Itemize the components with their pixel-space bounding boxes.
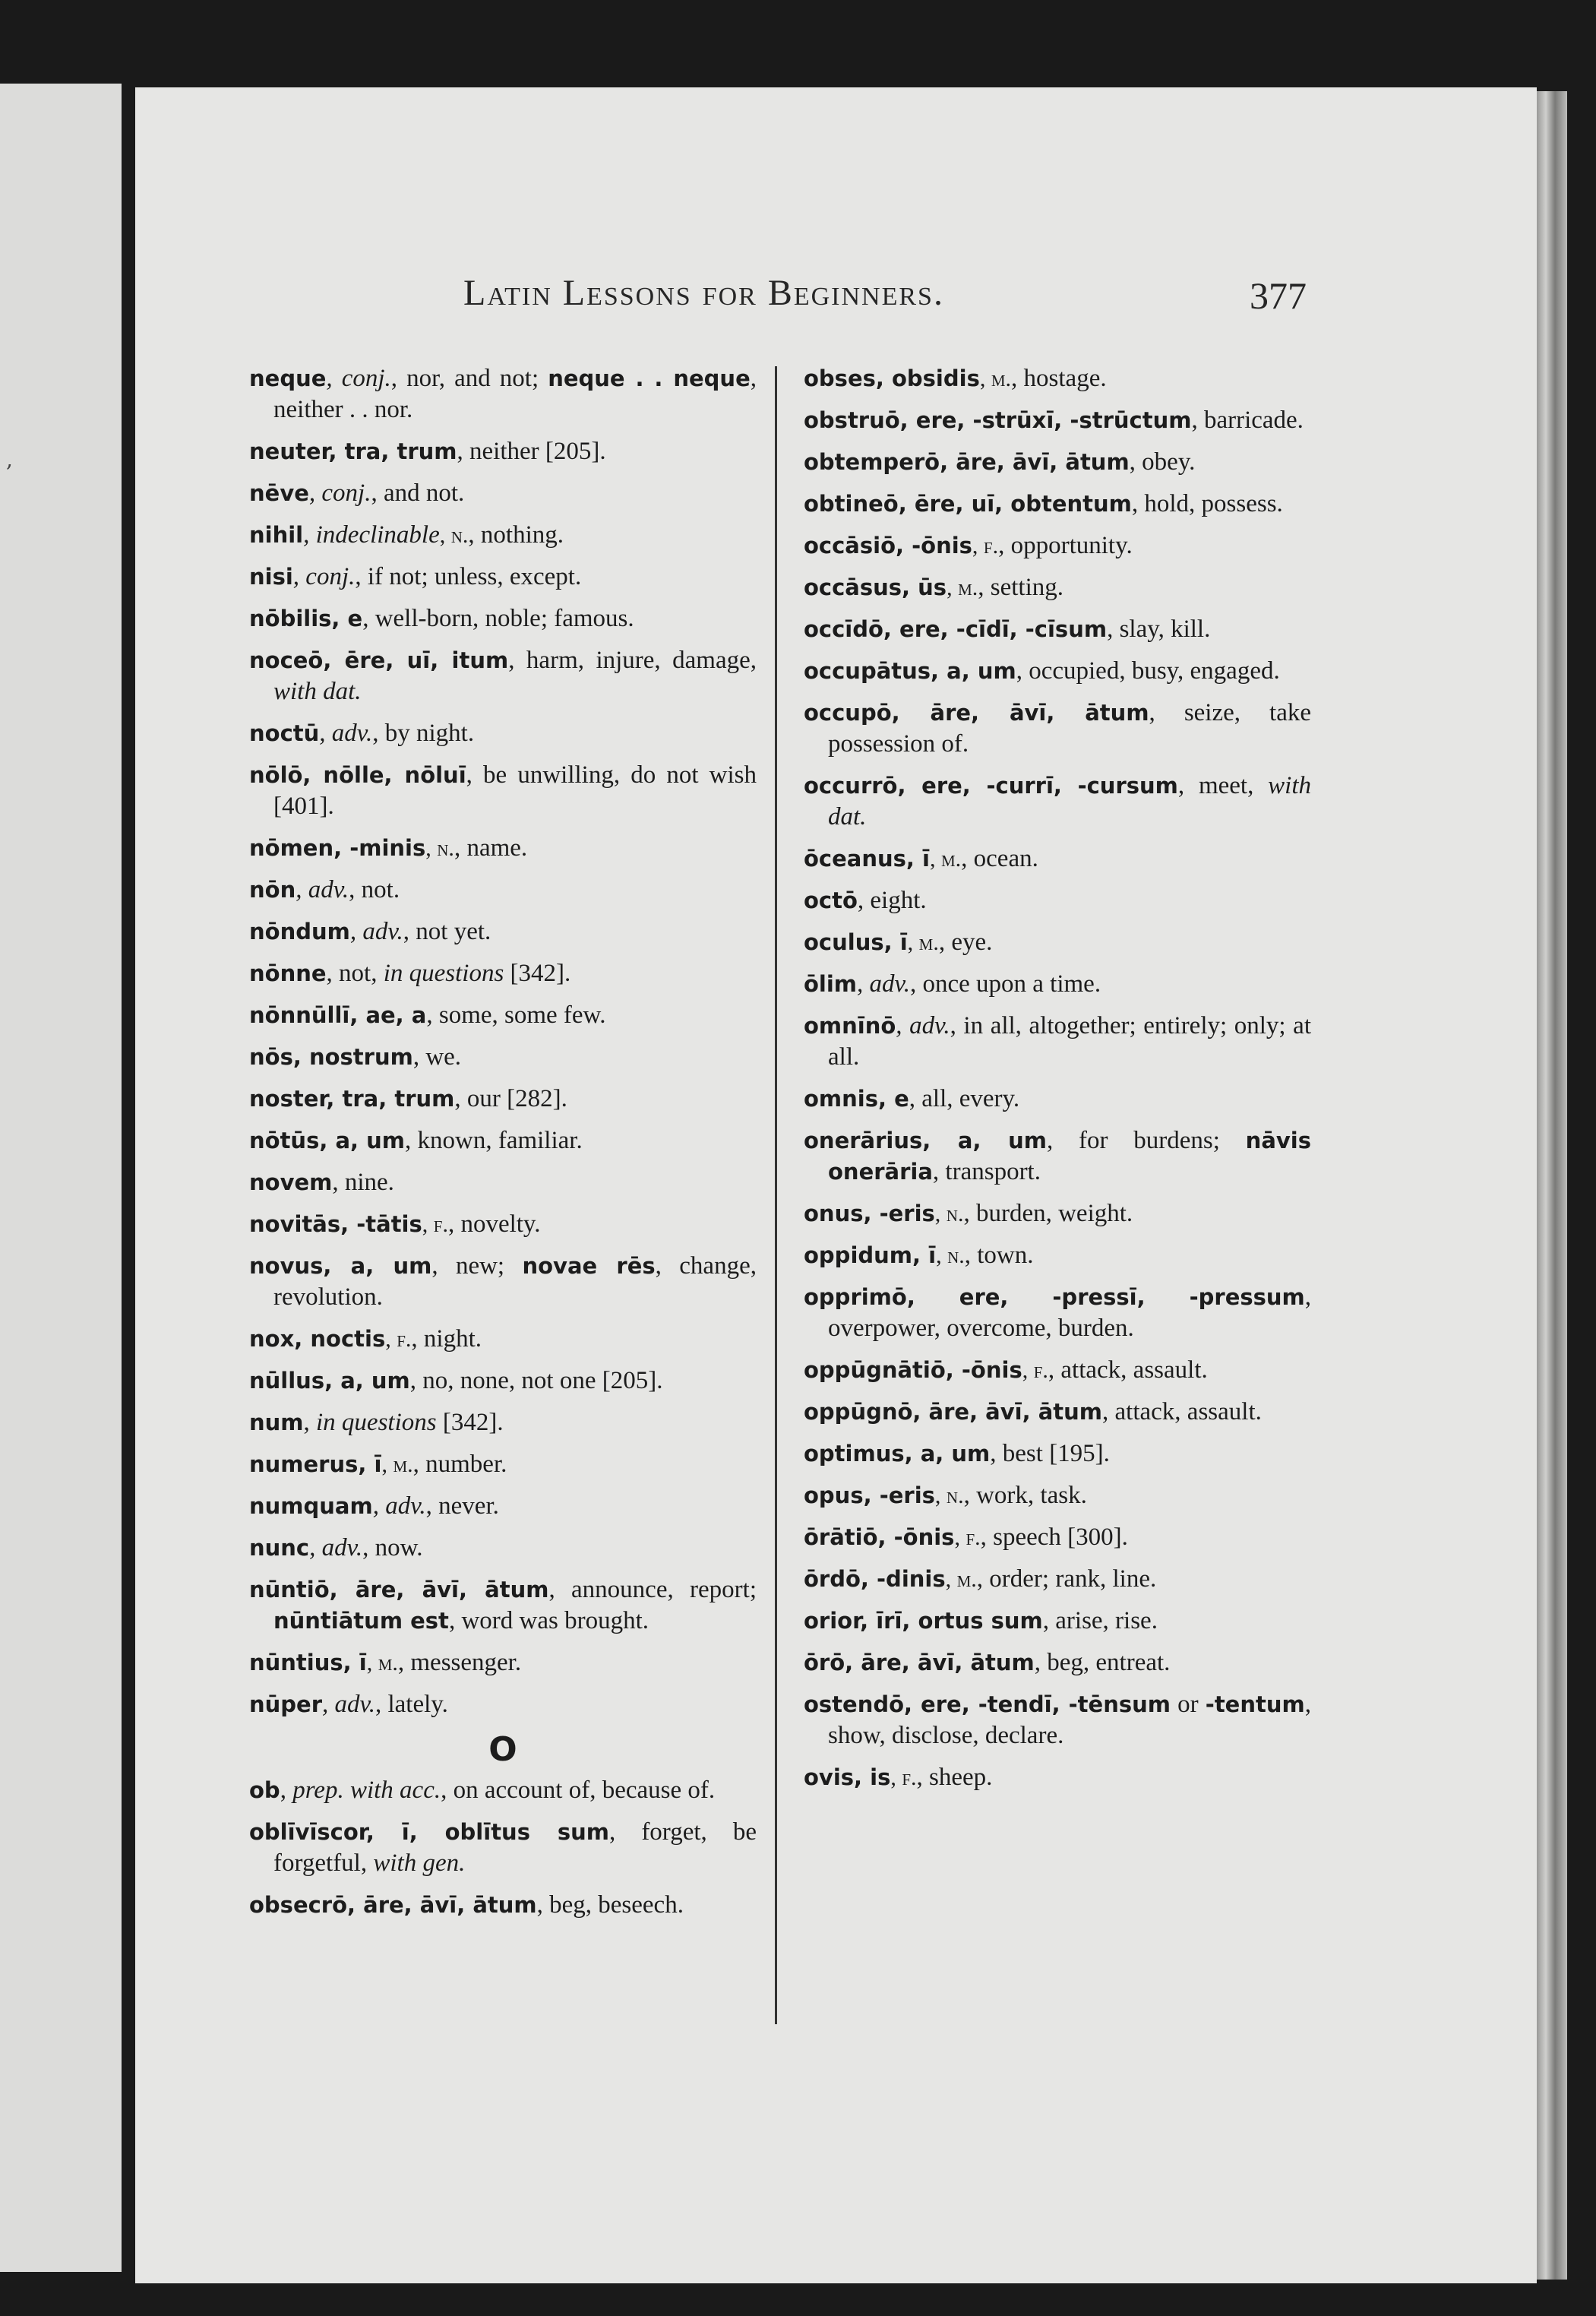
glossary-entry bbox=[249, 1533, 757, 1564]
glossary-entry bbox=[804, 1762, 1311, 1793]
definition-text: , messenger. bbox=[397, 1649, 522, 1676]
glossary-entry bbox=[249, 1042, 757, 1073]
definition-text: , our [282]. bbox=[454, 1085, 567, 1112]
definition-text: , we. bbox=[412, 1043, 462, 1071]
definition-text: , setting. bbox=[978, 574, 1063, 601]
definition-text: , best [195]. bbox=[990, 1440, 1110, 1467]
headword: ob bbox=[249, 1777, 280, 1803]
headword: occupātus, a, um bbox=[804, 658, 1016, 684]
definition-text: , never. bbox=[425, 1492, 499, 1520]
headword: occāsus, ūs bbox=[804, 574, 947, 600]
glossary-entry bbox=[249, 1775, 757, 1806]
glossary-entry bbox=[249, 1000, 757, 1031]
definition-text: , bbox=[280, 1777, 293, 1804]
glossary-entry bbox=[249, 1890, 757, 1921]
definition-text: , number. bbox=[412, 1451, 507, 1478]
glossary-entry bbox=[804, 656, 1311, 687]
glossary-entry bbox=[804, 1438, 1311, 1470]
definition-text: , announce, report; bbox=[548, 1576, 757, 1603]
headword: nōnnūllī, ae, a bbox=[249, 1002, 427, 1028]
definition-text: , some, some few. bbox=[426, 1001, 606, 1029]
headword: obsecrō, āre, āvī, ātum bbox=[249, 1892, 537, 1918]
glossary-entry bbox=[249, 875, 757, 906]
glossary-entry bbox=[249, 1491, 757, 1522]
grammar-note: , adv. bbox=[857, 970, 910, 998]
definition-text: , eye. bbox=[938, 929, 993, 956]
glossary-entry bbox=[804, 489, 1311, 520]
definition-text: , well-born, noble; famous. bbox=[362, 605, 634, 632]
definition-text: , harm, injure, damage, bbox=[508, 647, 757, 674]
glossary-entry bbox=[804, 530, 1311, 562]
headword: nūllus, a, um bbox=[249, 1368, 410, 1394]
glossary-entry bbox=[249, 562, 757, 593]
definition-text: , word was brought. bbox=[448, 1607, 649, 1634]
glossary-entry bbox=[804, 447, 1311, 478]
gender-marker: , m. bbox=[907, 930, 939, 955]
glossary-entry bbox=[249, 958, 757, 989]
grammar-note: with gen. bbox=[373, 1849, 466, 1877]
headword: occīdō, ere, -cīdī, -cīsum bbox=[804, 616, 1108, 642]
headword: obtemperō, āre, āvī, ātum bbox=[804, 449, 1130, 475]
headword: novem bbox=[249, 1169, 333, 1195]
headword: ōceanus, ī bbox=[804, 846, 930, 872]
definition-text: , be unwilling, do not wish [401]. bbox=[273, 761, 757, 820]
definition-text: , lately. bbox=[375, 1691, 448, 1718]
headword: oppidum, ī bbox=[804, 1242, 937, 1268]
glossary-entry bbox=[249, 603, 757, 634]
grammar-note: , conj. bbox=[308, 479, 371, 507]
definition-text: , nine. bbox=[332, 1169, 394, 1196]
headword: opprimō, ere, -pressī, -pressum bbox=[804, 1284, 1305, 1310]
definition-text: , bbox=[303, 1409, 317, 1436]
headword: nox, noctis bbox=[249, 1326, 386, 1352]
headword: oblīvīscor, ī, oblītus sum bbox=[249, 1819, 609, 1845]
headword: oppūgnātiō, -ōnis bbox=[804, 1357, 1022, 1383]
definition-text: , name. bbox=[454, 834, 528, 862]
definition-text: , occupied, busy, engaged. bbox=[1016, 657, 1280, 685]
glossary-entry bbox=[804, 1282, 1311, 1344]
glossary-entry bbox=[804, 969, 1311, 1000]
definition-text: , ocean. bbox=[961, 845, 1038, 872]
grammar-note: , adv. bbox=[372, 1492, 426, 1520]
headword: ōlim bbox=[804, 971, 858, 997]
headword: oppūgnō, āre, āvī, ātum bbox=[804, 1399, 1103, 1425]
definition-text: , neither . . nor. bbox=[273, 365, 757, 423]
headword: noctū bbox=[249, 720, 320, 746]
glossary-entry bbox=[249, 1365, 757, 1397]
definition-text: , attack, assault. bbox=[1048, 1356, 1208, 1384]
glossary-entry bbox=[804, 1397, 1311, 1428]
definition-text: , seize, take possession of. bbox=[828, 699, 1312, 758]
glossary-entry bbox=[249, 760, 757, 822]
headword: omnīnō bbox=[804, 1013, 896, 1039]
grammar-note: , indeclinable bbox=[303, 521, 440, 549]
definition-text: , nor, and not; bbox=[390, 365, 548, 392]
glossary-entry bbox=[804, 1522, 1311, 1553]
headword: ōrātiō, -ōnis bbox=[804, 1524, 955, 1550]
glossary-entry bbox=[804, 1689, 1311, 1751]
glossary-entry bbox=[249, 1251, 757, 1313]
headword: ōrdō, -dinis bbox=[804, 1566, 946, 1592]
gender-marker: , m. bbox=[979, 366, 1012, 391]
definition-text: , obey. bbox=[1129, 448, 1196, 476]
glossary-entry bbox=[804, 1355, 1311, 1386]
glossary-entry bbox=[249, 363, 757, 426]
glossary-entry bbox=[804, 1480, 1311, 1511]
grammar-note: , adv. bbox=[349, 918, 403, 945]
headword: optimus, a, um bbox=[804, 1441, 991, 1466]
definition-text: , neither [205]. bbox=[457, 438, 606, 465]
glossary-entry bbox=[804, 363, 1311, 394]
running-header bbox=[463, 272, 1307, 325]
headword: nōndum bbox=[249, 919, 350, 944]
phrase-headword: nūntiātum est bbox=[273, 1608, 449, 1634]
glossary-entry bbox=[249, 1125, 757, 1156]
headword: noceō, ēre, uī, itum bbox=[249, 647, 509, 673]
headword: nōmen, -minis bbox=[249, 835, 426, 861]
headword: neuter, tra, trum bbox=[249, 438, 457, 464]
definition-text: , sheep. bbox=[916, 1764, 993, 1791]
gender-marker: , f. bbox=[385, 1327, 412, 1352]
headword: num bbox=[249, 1410, 304, 1435]
headword: neque bbox=[249, 365, 327, 391]
gender-marker: , n. bbox=[934, 1483, 964, 1508]
headword: occāsiō, -ōnis bbox=[804, 533, 972, 558]
glossary-entry bbox=[249, 478, 757, 509]
gender-marker: , n. bbox=[934, 1201, 964, 1226]
glossary-entry bbox=[804, 1240, 1311, 1271]
definition-text: , barricade. bbox=[1191, 407, 1304, 434]
page-number: 377 bbox=[1250, 274, 1307, 317]
definition-text: , slay, kill. bbox=[1107, 615, 1211, 643]
glossary-entry bbox=[804, 1011, 1311, 1073]
grammar-note: , adv. bbox=[322, 1691, 375, 1718]
headword: ōrō, āre, āvī, ātum bbox=[804, 1650, 1035, 1675]
definition-text: , eight. bbox=[857, 887, 927, 914]
definition-text: , no, none, not one [205]. bbox=[409, 1367, 663, 1394]
glossary-entry bbox=[804, 614, 1311, 645]
headword: noster, tra, trum bbox=[249, 1086, 455, 1112]
definition-text: or bbox=[1170, 1691, 1206, 1718]
gender-marker: , f. bbox=[972, 533, 999, 558]
definition-text: , known, familiar. bbox=[405, 1127, 583, 1154]
definition-text: , nothing. bbox=[468, 521, 564, 549]
definition-text: , opportunity. bbox=[998, 532, 1133, 559]
gender-marker: , n. bbox=[936, 1243, 965, 1268]
headword: nūntius, ī bbox=[249, 1650, 367, 1675]
definition-text: , night. bbox=[411, 1325, 482, 1353]
headword: nōn bbox=[249, 877, 296, 903]
glossary-column-left bbox=[249, 363, 757, 1932]
definition-text: , not. bbox=[349, 876, 400, 903]
phrase-headword: nāvis onerāria bbox=[828, 1128, 1311, 1185]
glossary-entry bbox=[804, 770, 1311, 833]
definition-text: , for burdens; bbox=[1046, 1127, 1246, 1154]
letter-heading: O bbox=[488, 1730, 517, 1769]
definition-text: , now. bbox=[362, 1534, 423, 1561]
headword: obtineō, ēre, uī, obtentum bbox=[804, 491, 1132, 517]
headword: nihil bbox=[249, 522, 304, 548]
headword: nōlō, nōlle, nōluī bbox=[249, 762, 466, 788]
definition-text: , hostage. bbox=[1011, 365, 1107, 392]
headword: nōbilis, e bbox=[249, 606, 363, 631]
glossary-entry bbox=[249, 520, 757, 551]
glossary-entry bbox=[249, 645, 757, 707]
definition-text: , and not. bbox=[371, 479, 465, 507]
definition-text: , order; rank, line. bbox=[976, 1565, 1157, 1593]
definition-text: [342]. bbox=[504, 960, 571, 987]
definition-text: , attack, assault. bbox=[1102, 1398, 1262, 1425]
headword: omnis, e bbox=[804, 1086, 909, 1112]
glossary-entry bbox=[249, 436, 757, 467]
glossary-entry bbox=[804, 885, 1311, 916]
column-divider bbox=[775, 366, 777, 2024]
page-stack-edge bbox=[1537, 91, 1567, 2280]
glossary-entry bbox=[249, 1324, 757, 1355]
glossary-entry bbox=[249, 1209, 757, 1240]
headword: novitās, -tātis bbox=[249, 1211, 422, 1237]
glossary-entry bbox=[249, 1574, 757, 1637]
headword: numerus, ī bbox=[249, 1451, 382, 1477]
definition-text: , beg, beseech. bbox=[536, 1891, 684, 1919]
gender-marker: , f. bbox=[890, 1765, 917, 1790]
phrase-headword: -tentum bbox=[1205, 1691, 1305, 1717]
glossary-entry bbox=[804, 1564, 1311, 1595]
glossary-entry bbox=[804, 1125, 1311, 1188]
glossary-entry bbox=[249, 1817, 757, 1879]
glossary-entry bbox=[804, 843, 1311, 875]
grammar-note: , adv. bbox=[896, 1012, 950, 1039]
headword: nōs, nostrum bbox=[249, 1044, 413, 1070]
definition-text: , speech [300]. bbox=[980, 1523, 1128, 1551]
gender-marker: , m. bbox=[929, 846, 962, 872]
glossary-entry bbox=[804, 1606, 1311, 1637]
glossary-entry bbox=[249, 1689, 757, 1720]
headword: oculus, ī bbox=[804, 929, 908, 955]
definition-text: , on account of, because of. bbox=[441, 1777, 716, 1804]
grammar-note: , adv. bbox=[319, 720, 373, 747]
gender-marker: , m. bbox=[947, 575, 978, 600]
glossary-entry bbox=[249, 1167, 757, 1198]
glossary-entry bbox=[249, 1084, 757, 1115]
definition-text: , meet, bbox=[1177, 772, 1269, 799]
headword: nōnne bbox=[249, 960, 327, 986]
definition-text: , by night. bbox=[372, 720, 475, 747]
grammar-note: in questions bbox=[316, 1409, 437, 1436]
glossary-entry bbox=[249, 1407, 757, 1438]
definition-text: , show, disclose, declare. bbox=[828, 1691, 1311, 1749]
glossary-entry bbox=[804, 572, 1311, 603]
definition-text: [342]. bbox=[436, 1409, 504, 1436]
glossary-entry bbox=[804, 1198, 1311, 1229]
headword: nunc bbox=[249, 1535, 310, 1561]
gender-marker: , f. bbox=[954, 1525, 981, 1550]
grammar-note: , adv. bbox=[309, 1534, 363, 1561]
page-speck: , bbox=[6, 447, 13, 472]
headword: obstruō, ere, -strūxī, -strūctum bbox=[804, 407, 1192, 433]
definition-text: , new; bbox=[431, 1252, 523, 1280]
gender-marker: , f. bbox=[1022, 1358, 1048, 1383]
definition-text: , town. bbox=[964, 1242, 1034, 1269]
phrase-headword: novae rēs bbox=[522, 1253, 656, 1279]
definition-text: , burden, weight. bbox=[963, 1200, 1133, 1227]
headword: novus, a, um bbox=[249, 1253, 432, 1279]
glossary-entry bbox=[804, 1084, 1311, 1115]
definition-text: , not, bbox=[326, 960, 384, 987]
definition-text: , work, task. bbox=[963, 1482, 1087, 1509]
definition-text: , if not; unless, except. bbox=[355, 563, 582, 590]
definition-text: , not yet. bbox=[403, 918, 491, 945]
phrase-headword: neque . . neque bbox=[548, 365, 751, 391]
headword: obses, obsidis bbox=[804, 365, 980, 391]
definition-text: , forget, be forgetful, bbox=[273, 1818, 757, 1877]
grammar-note: , adv. bbox=[295, 876, 349, 903]
running-title: Latin Lessons for Beginners. bbox=[463, 273, 944, 313]
glossary-entry bbox=[804, 405, 1311, 436]
grammar-note: with dat. bbox=[828, 772, 1311, 831]
glossary-entry bbox=[804, 1647, 1311, 1678]
definition-text: , novelty. bbox=[447, 1210, 541, 1238]
headword: nūper bbox=[249, 1691, 323, 1717]
definition-text: , hold, possess. bbox=[1131, 490, 1283, 517]
definition-text: , beg, entreat. bbox=[1034, 1649, 1171, 1676]
gender-marker: , m. bbox=[366, 1650, 398, 1675]
gender-marker: , f. bbox=[422, 1212, 448, 1237]
headword: octō bbox=[804, 887, 858, 913]
headword: numquam bbox=[249, 1493, 373, 1519]
headword: nūntiō, āre, āvī, ātum bbox=[249, 1577, 549, 1603]
headword: occupō, āre, āvī, ātum bbox=[804, 700, 1149, 726]
headword: nēve bbox=[249, 480, 309, 506]
gender-marker: , n. bbox=[439, 523, 469, 548]
grammar-note: prep. with acc. bbox=[292, 1777, 441, 1804]
headword: ovis, is bbox=[804, 1764, 891, 1790]
definition-text: , arise, rise. bbox=[1042, 1607, 1158, 1634]
definition-text: , overpower, overcome, burden. bbox=[828, 1283, 1311, 1342]
definition-text: , once upon a time. bbox=[909, 970, 1101, 998]
glossary-entry bbox=[249, 1449, 757, 1480]
glossary-entry bbox=[249, 718, 757, 749]
glossary-column-right bbox=[804, 363, 1311, 1804]
glossary-entry bbox=[804, 927, 1311, 958]
headword: orior, īrī, ortus sum bbox=[804, 1608, 1043, 1634]
glossary-entry bbox=[249, 916, 757, 948]
definition-text: , transport. bbox=[932, 1158, 1041, 1185]
headword: onerārius, a, um bbox=[804, 1128, 1047, 1153]
headword: nisi bbox=[249, 564, 293, 590]
glossary-entry bbox=[249, 1647, 757, 1678]
facing-page-edge bbox=[0, 84, 122, 2272]
definition-text: , all, every. bbox=[909, 1085, 1020, 1112]
definition-text: , in all, altogether; entirely; only; at all. bbox=[828, 1012, 1311, 1071]
grammar-note: , conj. bbox=[326, 365, 391, 392]
glossary-entry bbox=[249, 833, 757, 864]
gender-marker: , m. bbox=[381, 1452, 413, 1477]
glossary-entry bbox=[804, 698, 1311, 760]
gender-marker: , n. bbox=[425, 836, 454, 861]
headword: onus, -eris bbox=[804, 1201, 935, 1226]
headword: opus, -eris bbox=[804, 1482, 935, 1508]
headword: ostendō, ere, -tendī, -tēnsum bbox=[804, 1691, 1171, 1717]
headword: nōtūs, a, um bbox=[249, 1128, 405, 1153]
headword: occurrō, ere, -currī, -cursum bbox=[804, 773, 1178, 799]
grammar-note: , conj. bbox=[292, 563, 356, 590]
grammar-note: with dat. bbox=[273, 678, 362, 705]
definition-text: , change, revolution. bbox=[273, 1252, 757, 1311]
grammar-note: in questions bbox=[383, 960, 504, 987]
gender-marker: , m. bbox=[945, 1567, 977, 1592]
